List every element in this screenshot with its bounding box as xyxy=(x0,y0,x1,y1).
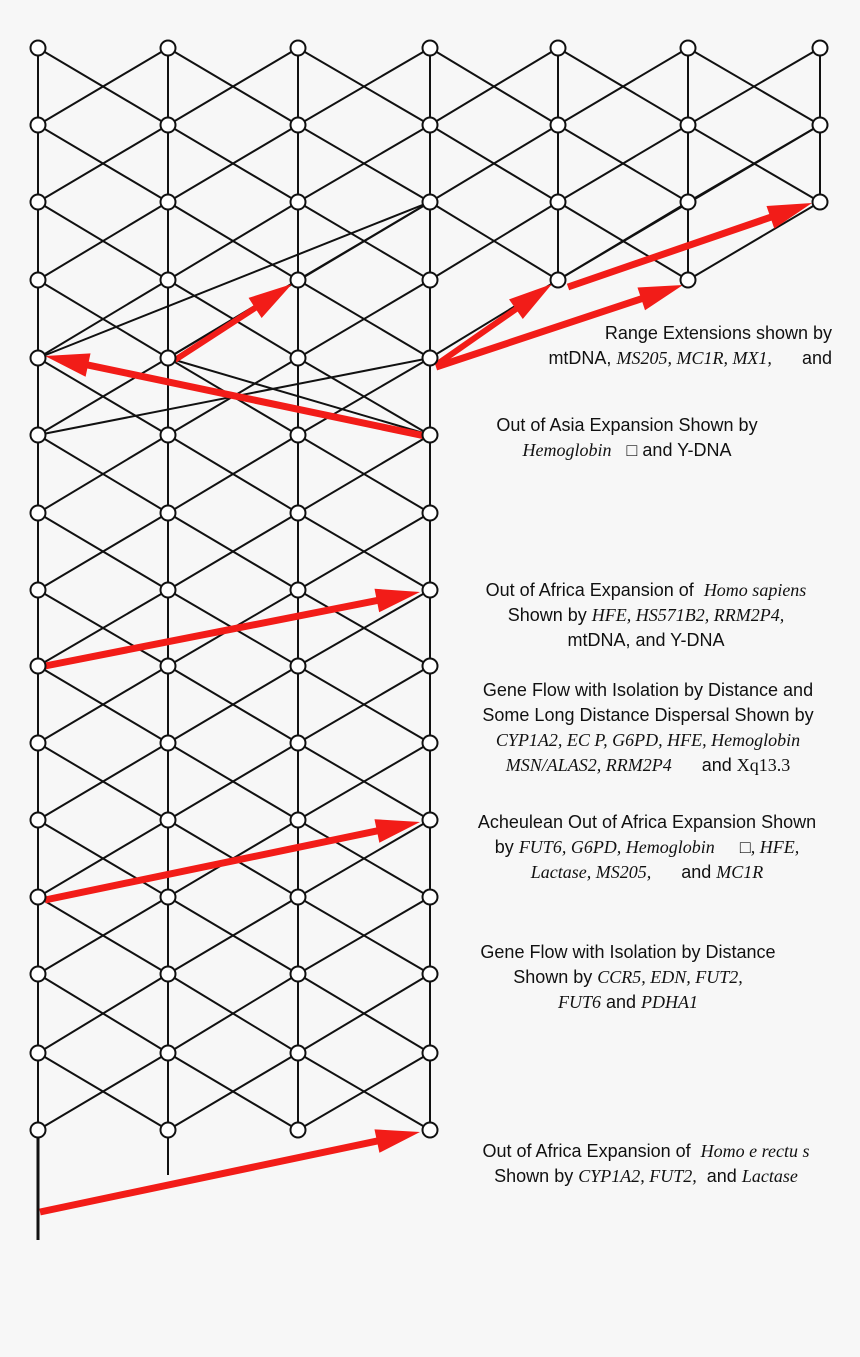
caption-acheulean-expansion: Acheulean Out of Africa Expansion Shown by FUT6, G6PD, Hemoglobin □, HFE, Lactase, MS205, and MC1R xyxy=(477,812,817,882)
population-node xyxy=(31,195,46,210)
population-node xyxy=(681,195,696,210)
expansion-arrow xyxy=(44,819,420,903)
population-node xyxy=(161,813,176,828)
population-node xyxy=(423,506,438,521)
population-node xyxy=(423,195,438,210)
population-node xyxy=(681,41,696,56)
population-node xyxy=(31,736,46,751)
population-node xyxy=(161,351,176,366)
population-node xyxy=(161,890,176,905)
lattice-edge xyxy=(38,202,430,358)
population-node xyxy=(291,195,306,210)
population-node xyxy=(813,118,828,133)
population-node xyxy=(551,273,566,288)
caption-range-extensions: Range Extensions shown by mtDNA, MS205, MC1R, MX1, and xyxy=(548,323,832,368)
expansion-arrow xyxy=(39,1129,420,1215)
population-node xyxy=(813,41,828,56)
population-node xyxy=(161,1123,176,1138)
population-node xyxy=(551,118,566,133)
caption-out-of-asia: Out of Asia Expansion Shown by Hemoglobin □ and Y-DNA xyxy=(496,415,758,460)
population-node xyxy=(291,967,306,982)
population-node xyxy=(31,659,46,674)
population-node xyxy=(291,41,306,56)
population-node xyxy=(423,41,438,56)
population-node xyxy=(291,1046,306,1061)
population-node xyxy=(291,1123,306,1138)
population-node xyxy=(291,351,306,366)
population-node xyxy=(423,967,438,982)
expansion-arrow xyxy=(434,284,552,367)
population-node xyxy=(31,118,46,133)
population-node xyxy=(161,273,176,288)
population-node xyxy=(291,506,306,521)
caption-gene-flow-long-distance: Gene Flow with Isolation by Distance and Some Long Distance Dispersal Shown by CYP1A2, EC P, G6PD, HFE, Hemoglobin MSN/ALAS2, RRM2P4 and Xq13.3 xyxy=(482,680,814,775)
population-node xyxy=(291,273,306,288)
population-node xyxy=(31,428,46,443)
population-node xyxy=(423,1123,438,1138)
population-node xyxy=(813,195,828,210)
population-node xyxy=(423,118,438,133)
population-node xyxy=(423,583,438,598)
caption-gene-flow-isolation: Gene Flow with Isolation by Distance Shown by CCR5, EDN, FUT2, FUT6 and PDHA1 xyxy=(480,942,776,1012)
population-node xyxy=(423,1046,438,1061)
population-node xyxy=(31,813,46,828)
population-node xyxy=(31,583,46,598)
population-node xyxy=(291,118,306,133)
population-node xyxy=(291,813,306,828)
population-node xyxy=(161,195,176,210)
caption-out-of-africa-erectus: Out of Africa Expansion of Homo e rectu s Shown by CYP1A2, FUT2, and Lactase xyxy=(482,1141,810,1186)
expansion-arrow xyxy=(173,284,292,363)
population-node xyxy=(423,736,438,751)
population-node xyxy=(161,967,176,982)
population-node xyxy=(291,736,306,751)
population-node xyxy=(551,195,566,210)
population-node xyxy=(291,583,306,598)
population-node xyxy=(291,890,306,905)
population-node xyxy=(31,351,46,366)
population-node xyxy=(161,736,176,751)
population-node xyxy=(423,428,438,443)
population-node xyxy=(31,967,46,982)
population-node xyxy=(31,273,46,288)
population-node xyxy=(31,41,46,56)
population-node xyxy=(31,890,46,905)
population-node xyxy=(161,428,176,443)
population-node xyxy=(161,583,176,598)
population-node xyxy=(681,273,696,288)
population-node xyxy=(551,41,566,56)
population-node xyxy=(161,659,176,674)
population-node xyxy=(423,273,438,288)
population-node xyxy=(31,1046,46,1061)
population-node xyxy=(161,1046,176,1061)
population-node xyxy=(291,659,306,674)
population-node xyxy=(161,118,176,133)
population-node xyxy=(681,118,696,133)
population-node xyxy=(291,428,306,443)
population-node xyxy=(423,813,438,828)
population-node xyxy=(423,890,438,905)
population-node xyxy=(31,506,46,521)
caption-out-of-africa-sapiens: Out of Africa Expansion of Homo sapiens Shown by HFE, HS571B2, RRM2P4, mtDNA, and Y-DNA xyxy=(485,580,807,650)
population-node xyxy=(423,659,438,674)
population-node xyxy=(423,351,438,366)
population-node xyxy=(161,41,176,56)
population-node xyxy=(31,1123,46,1138)
population-node xyxy=(161,506,176,521)
